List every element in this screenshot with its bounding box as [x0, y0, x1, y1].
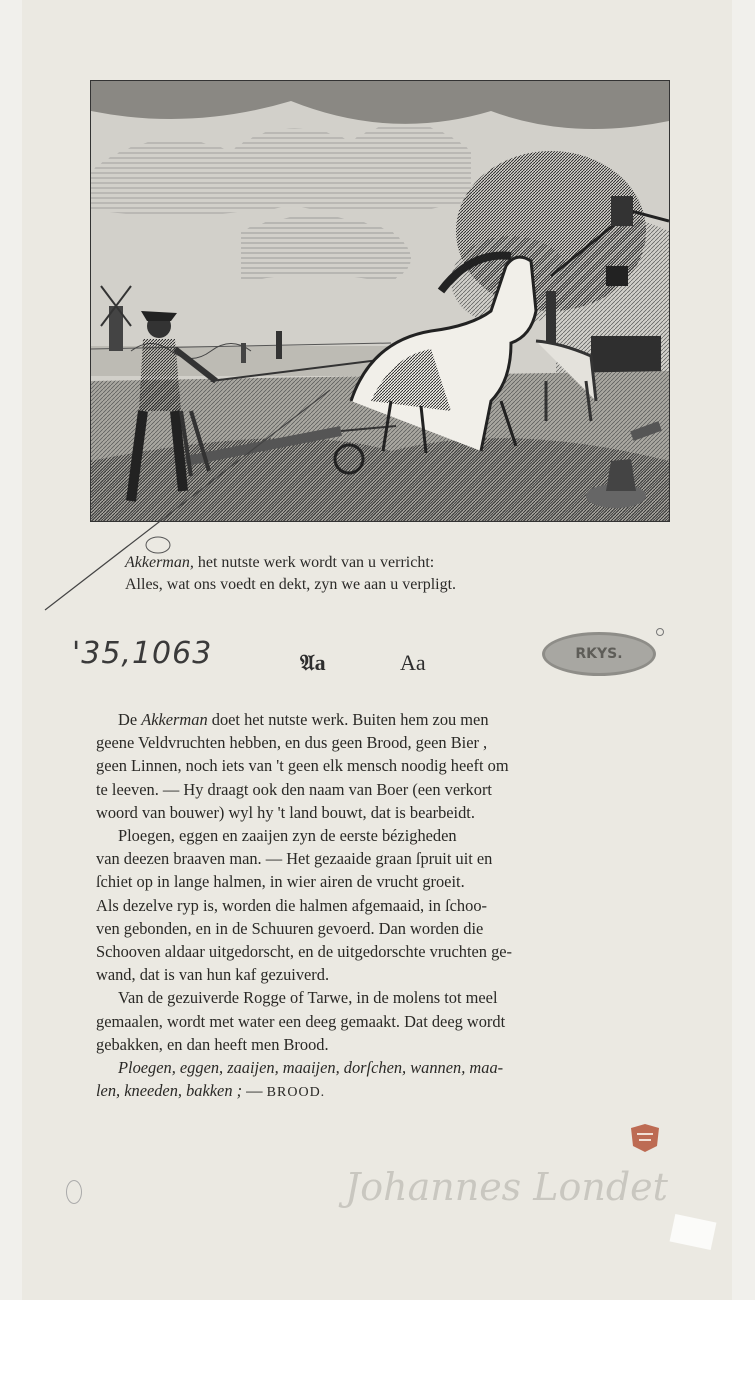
caption-italic-word: Akkerman,: [125, 554, 194, 571]
caption-line-1-text: het nutste werk wordt van u verricht:: [193, 554, 435, 571]
body-line: gemaalen, wordt met water een deeg gemaakt. Dat deeg wordt: [96, 1011, 506, 1031]
body-text: [96, 708, 666, 1104]
body-line: [96, 1079, 666, 1104]
body-line: Als dezelve ryp is, worden die halmen afgemaaid, in ſchoo-: [96, 895, 487, 915]
body-line: Ploegen, eggen en zaaijen zyn de eerste bézigheden: [118, 826, 457, 846]
caption-line-2: Alles, wat ons voedt en dekt, zyn we aan u verpligt.: [125, 576, 457, 593]
letter-gothic-aa: 𝔄a: [300, 650, 326, 675]
body-line: woord van bouwer) wyl hy 't land bouwt, dat is bearbeidt.: [96, 802, 475, 822]
body-italic-line: Ploegen, eggen, zaaijen, maaijen, dorſchen, wannen, maa-: [118, 1058, 504, 1078]
inventory-number: '35,1063: [72, 636, 213, 671]
signature: Johannes Londet: [345, 1165, 668, 1209]
red-collector-stamp: [627, 1122, 663, 1154]
body-text-span: doet het nutste werk. Buiten hem zou men: [207, 710, 489, 729]
pencil-circle-mark: [66, 1180, 82, 1204]
body-line: [96, 1056, 666, 1079]
body-line: gebakken, en dan heeft men Brood.: [96, 1034, 329, 1054]
letter-plain-aa: Aa: [400, 650, 426, 675]
body-line: geen Linnen, noch iets van 't geen elk mensch noodig heeft om: [96, 756, 509, 776]
body-line: Schooven aldaar uitgedorscht, en de uitgedorschte vruchten ge-: [96, 942, 512, 962]
caption-line-1: [125, 552, 665, 574]
body-line: [96, 708, 666, 731]
body-line: wand, dat is van hun kaf gezuiverd.: [96, 965, 330, 985]
body-line: geene Veldvruchten hebben, en dus geen Brood, geen Bier ,: [96, 733, 488, 753]
body-line: ven gebonden, en in de Schuuren gevoerd. Dan worden die: [96, 918, 484, 938]
collection-stamp: RKYS.: [542, 632, 656, 676]
body-italic-line: len, kneeden, bakken ;: [96, 1081, 243, 1101]
body-italic-word: Akkerman: [141, 710, 208, 729]
body-line: Van de gezuiverde Rogge of Tarwe, in de molens tot meel: [118, 988, 498, 1008]
caption-verse: [125, 552, 665, 596]
body-line: van deezen braaven man. — Het gezaaide graan ſpruit uit en: [96, 849, 493, 869]
body-text-span: De: [118, 710, 142, 729]
body-line: ſchiet op in lange halmen, in wier airen de vrucht groeit.: [96, 872, 465, 892]
body-smallcaps: BROOD.: [266, 1085, 326, 1101]
body-line: te leeven. — Hy draagt ook den naam van Boer (een verkort: [96, 779, 492, 799]
body-text-span: —: [242, 1081, 267, 1101]
small-dot-mark: [656, 628, 664, 636]
